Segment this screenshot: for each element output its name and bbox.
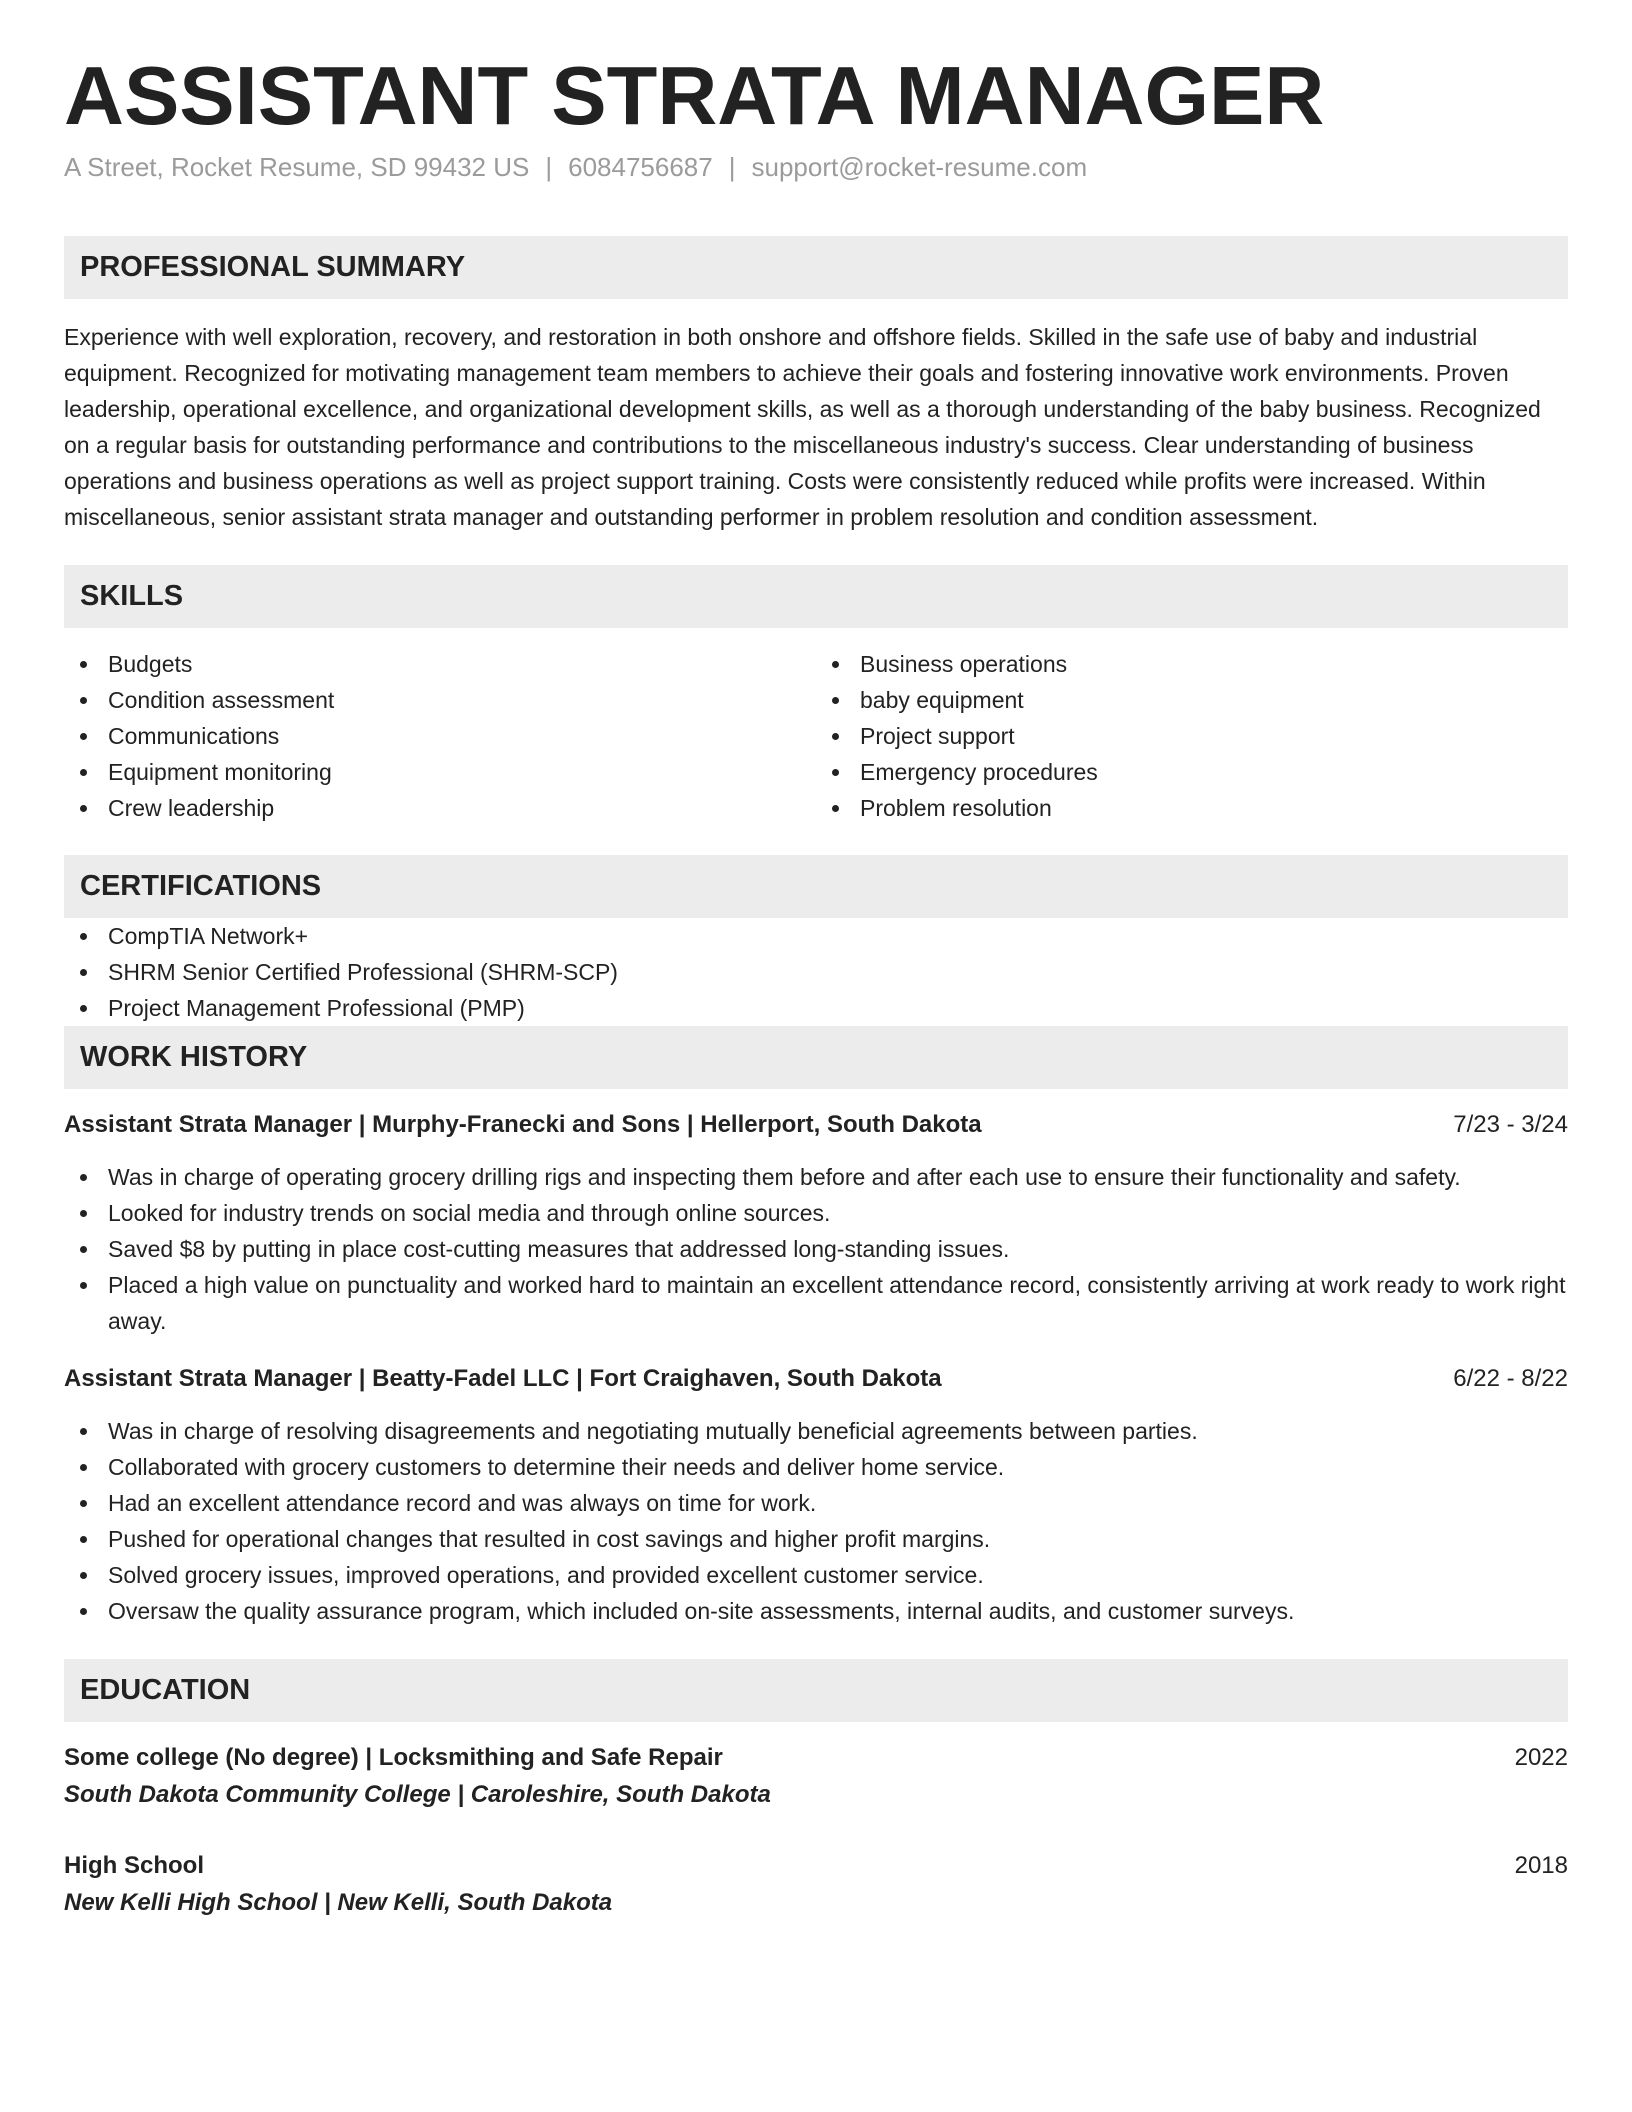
candidate-name: ASSISTANT STRATA MANAGER xyxy=(64,49,1325,142)
skills-heading: SKILLS xyxy=(64,565,1568,628)
certification-item: SHRM Senior Certified Professional (SHRM-SCP) xyxy=(64,954,1568,990)
job-header xyxy=(64,1107,1568,1143)
job-bullet: Was in charge of operating grocery drilling rigs and inspecting them before and after each use to ensure their functionality and safety. xyxy=(64,1159,1568,1195)
contact-separator: | xyxy=(728,152,736,183)
job-bullet: Had an excellent attendance record and was always on time for work. xyxy=(64,1485,1568,1521)
education-title: Some college (No degree) | Locksmithing and Safe Repair xyxy=(64,1743,723,1771)
skill-item: Condition assessment xyxy=(64,682,816,718)
summary-text: Experience with well exploration, recovery, and restoration in both onshore and offshore fields. Skilled in the safe use of baby and industrial equipment. Recognized for motivating management team members to achieve their goals and fostering innovative work environments. Proven leadership, operational excellence, and organizational development skills, as well as a thorough understanding of the baby business. Recognized on a regular basis for outstanding performance and contributions to the miscellaneous industry's success. Clear understanding of business operations and business operations as well as project support training. Costs were consistently reduced while profits were increased. Within miscellaneous, senior assistant strata manager and outstanding performer in problem resolution and condition assessment. xyxy=(64,323,1541,530)
skill-item: Project support xyxy=(816,718,1568,754)
skill-item: Crew leadership xyxy=(64,790,816,826)
summary-heading: PROFESSIONAL SUMMARY xyxy=(64,236,1568,299)
contact-phone: 6084756687 xyxy=(568,152,713,183)
education-header xyxy=(64,1740,1568,1776)
education-school: South Dakota Community College | Caroleshire, South Dakota xyxy=(64,1780,771,1808)
job-bullet: Pushed for operational changes that resulted in cost savings and higher profit margins. xyxy=(64,1521,1568,1557)
job-title: Assistant Strata Manager | Murphy-Franecki and Sons | Hellerport, South Dakota xyxy=(64,1110,982,1138)
certifications-heading: CERTIFICATIONS xyxy=(64,855,1568,918)
education-school: New Kelli High School | New Kelli, South Dakota xyxy=(64,1888,613,1916)
job-bullet: Collaborated with grocery customers to determine their needs and deliver home service. xyxy=(64,1449,1568,1485)
job-bullet: Was in charge of resolving disagreements and negotiating mutually beneficial agreements between parties. xyxy=(64,1413,1568,1449)
education-header xyxy=(64,1848,1568,1884)
job-entry xyxy=(64,1361,1568,1629)
job-header xyxy=(64,1361,1568,1397)
education-entry xyxy=(64,1740,1568,1814)
skill-item: Problem resolution xyxy=(816,790,1568,826)
summary-section xyxy=(64,236,1568,535)
work-history-heading: WORK HISTORY xyxy=(64,1026,1568,1089)
certification-item: CompTIA Network+ xyxy=(64,918,1568,954)
contact-line xyxy=(64,149,1568,185)
certification-item: Project Management Professional (PMP) xyxy=(64,990,1568,1026)
job-entry xyxy=(64,1107,1568,1339)
skill-item: Business operations xyxy=(816,646,1568,682)
skills-left-column xyxy=(64,646,816,826)
job-bullets xyxy=(64,1413,1568,1629)
contact-separator: | xyxy=(545,152,553,183)
skills-section xyxy=(64,565,1568,826)
education-title: High School xyxy=(64,1851,204,1879)
job-bullet: Solved grocery issues, improved operations, and provided excellent customer service. xyxy=(64,1557,1568,1593)
education-heading: EDUCATION xyxy=(64,1659,1568,1722)
education-year: 2022 xyxy=(1514,1743,1568,1771)
job-title: Assistant Strata Manager | Beatty-Fadel LLC | Fort Craighaven, South Dakota xyxy=(64,1364,942,1392)
job-bullet: Oversaw the quality assurance program, which included on-site assessments, internal audits, and customer surveys. xyxy=(64,1593,1568,1629)
contact-address: A Street, Rocket Resume, SD 99432 US xyxy=(64,152,530,183)
certifications-section xyxy=(64,855,1568,1026)
education-section xyxy=(64,1659,1568,1922)
skill-item: baby equipment xyxy=(816,682,1568,718)
contact-email: support@rocket-resume.com xyxy=(751,152,1088,183)
skill-item: Communications xyxy=(64,718,816,754)
job-bullet: Saved $8 by putting in place cost-cutting measures that addressed long-standing issues. xyxy=(64,1231,1568,1267)
job-dates: 7/23 - 3/24 xyxy=(1453,1110,1568,1138)
skill-item: Equipment monitoring xyxy=(64,754,816,790)
job-bullets xyxy=(64,1159,1568,1339)
work-history-section xyxy=(64,1026,1568,1629)
job-bullet: Placed a high value on punctuality and worked hard to maintain an excellent attendance record, consistently arriving at work ready to work right away. xyxy=(64,1267,1568,1339)
certifications-list xyxy=(64,918,1568,1026)
education-entry xyxy=(64,1848,1568,1922)
education-year: 2018 xyxy=(1514,1851,1568,1879)
job-bullet: Looked for industry trends on social media and through online sources. xyxy=(64,1195,1568,1231)
job-dates: 6/22 - 8/22 xyxy=(1453,1364,1568,1392)
skill-item: Budgets xyxy=(64,646,816,682)
skills-grid xyxy=(64,646,1568,826)
skills-right-column xyxy=(816,646,1568,826)
skill-item: Emergency procedures xyxy=(816,754,1568,790)
